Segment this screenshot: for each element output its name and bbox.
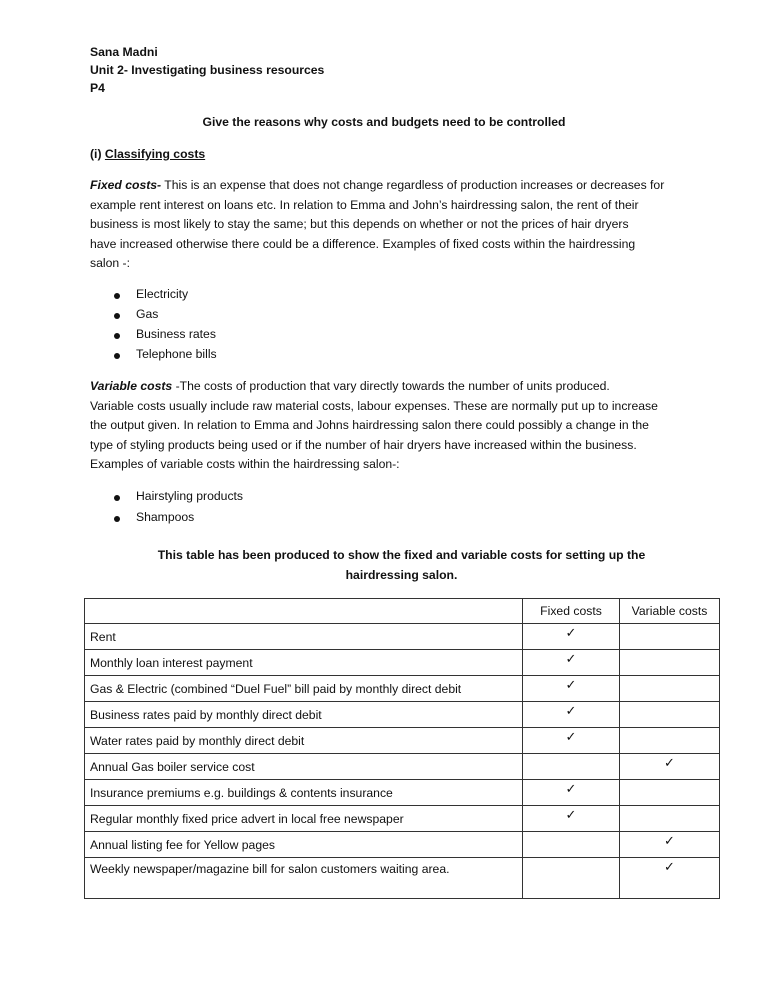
fixed-check-icon: ✓: [523, 676, 620, 702]
header-cell-fixed: Fixed costs: [523, 599, 620, 624]
row-item: Water rates paid by monthly direct debit: [85, 728, 523, 754]
bullet-icon: [114, 333, 120, 339]
row-item: Rent: [85, 624, 523, 650]
row-item: Regular monthly fixed price advert in local free newspaper: [85, 806, 523, 832]
variable-line: Variable costs usually include raw material costs, labour expenses. These are normally put up to increase: [90, 398, 658, 413]
fixed-check-icon: [523, 858, 620, 899]
variable-check-icon: [620, 702, 720, 728]
variable-line: the output given. In relation to Emma and Johns hairdressing salon there could possibly a change in the: [90, 418, 649, 432]
bullet-icon: [114, 353, 120, 359]
table-row: [85, 832, 720, 858]
table-caption-line-2: hairdressing salon.: [345, 568, 458, 582]
bullet-icon: [114, 495, 120, 501]
fixed-check-icon: ✓: [523, 728, 620, 754]
fixed-check-icon: [523, 754, 620, 780]
criterion-label: P4: [90, 81, 105, 95]
unit-title: Unit 2- Investigating business resources: [90, 63, 325, 77]
variable-line: Examples of variable costs within the hairdressing salon-:: [90, 457, 400, 471]
table-row: [85, 728, 720, 754]
section-heading-text: Classifying costs: [104, 147, 206, 161]
variable-check-icon: [620, 676, 720, 702]
list-item: Telephone bills: [136, 347, 217, 361]
page-title: Give the reasons why costs and budgets need to be controlled: [202, 115, 566, 129]
fixed-costs-paragraph: [90, 176, 686, 274]
bullet-icon: [114, 293, 120, 299]
variable-costs-paragraph: [90, 377, 686, 475]
bullet-icon: [114, 313, 120, 319]
list-item: Hairstyling products: [136, 489, 244, 503]
row-item: Monthly loan interest payment: [85, 650, 523, 676]
table-row: [85, 754, 720, 780]
table-row: [85, 624, 720, 650]
variable-line: -The costs of production that vary directly towards the number of units produced.: [172, 379, 610, 393]
fixed-check-icon: ✓: [523, 650, 620, 676]
variable-check-icon: [620, 728, 720, 754]
variable-check-icon: [620, 780, 720, 806]
row-item: Annual listing fee for Yellow pages: [85, 832, 523, 858]
table-row: [85, 676, 720, 702]
variable-check-icon: [620, 806, 720, 832]
table-row: [85, 806, 720, 832]
fixed-check-icon: ✓: [523, 780, 620, 806]
table-caption-line-1: This table has been produced to show the fixed and variable costs for setting up the: [157, 548, 646, 562]
row-item: Insurance premiums e.g. buildings & contents insurance: [85, 780, 523, 806]
list-item: Business rates: [136, 327, 216, 341]
row-item: Gas & Electric (combined “Duel Fuel” bill paid by monthly direct debit: [85, 676, 523, 702]
fixed-line: business is most likely to stay the same; but this depends on whether or not the prices of hair dryers: [90, 217, 629, 231]
variable-check-icon: [620, 650, 720, 676]
costs-table: [84, 598, 720, 899]
fixed-check-icon: ✓: [523, 702, 620, 728]
fixed-check-icon: [523, 832, 620, 858]
row-item: Business rates paid by monthly direct debit: [85, 702, 523, 728]
table-row: [85, 650, 720, 676]
fixed-line: salon -:: [90, 256, 130, 270]
fixed-check-icon: ✓: [523, 806, 620, 832]
table-row: [85, 780, 720, 806]
table-row: [85, 702, 720, 728]
variable-check-icon: [620, 624, 720, 650]
row-item: Annual Gas boiler service cost: [85, 754, 523, 780]
table-row: [85, 858, 720, 899]
fixed-check-icon: ✓: [523, 624, 620, 650]
row-item: Weekly newspaper/magazine bill for salon customers waiting area.: [85, 858, 523, 899]
variable-check-icon: ✓: [620, 858, 720, 899]
bullet-icon: [114, 516, 120, 522]
fixed-costs-term: Fixed costs-: [90, 178, 162, 192]
header-cell-variable: Variable costs: [620, 599, 720, 624]
variable-check-icon: ✓: [620, 832, 720, 858]
header-cell-item: [85, 599, 523, 624]
section-number: (i): [90, 147, 102, 161]
fixed-line: have increased otherwise there could be a difference. Examples of fixed costs within the hairdressing: [90, 236, 636, 251]
fixed-line: This is an expense that does not change regardless of production increases or decreases for: [161, 178, 665, 192]
list-item: Gas: [136, 307, 159, 321]
variable-check-icon: ✓: [620, 754, 720, 780]
variable-costs-term: Variable costs: [90, 379, 173, 393]
fixed-line: example rent interest on loans etc. In relation to Emma and John’s hairdressing salon, the rent of their: [90, 197, 639, 212]
variable-line: type of styling products being used or if the number of hair dryers have increased within the business.: [90, 437, 637, 452]
list-item: Electricity: [136, 287, 189, 301]
author-name: Sana Madni: [90, 45, 158, 59]
list-item: Shampoos: [136, 510, 195, 524]
table-header-row: [85, 599, 720, 624]
section-heading: [90, 147, 205, 161]
